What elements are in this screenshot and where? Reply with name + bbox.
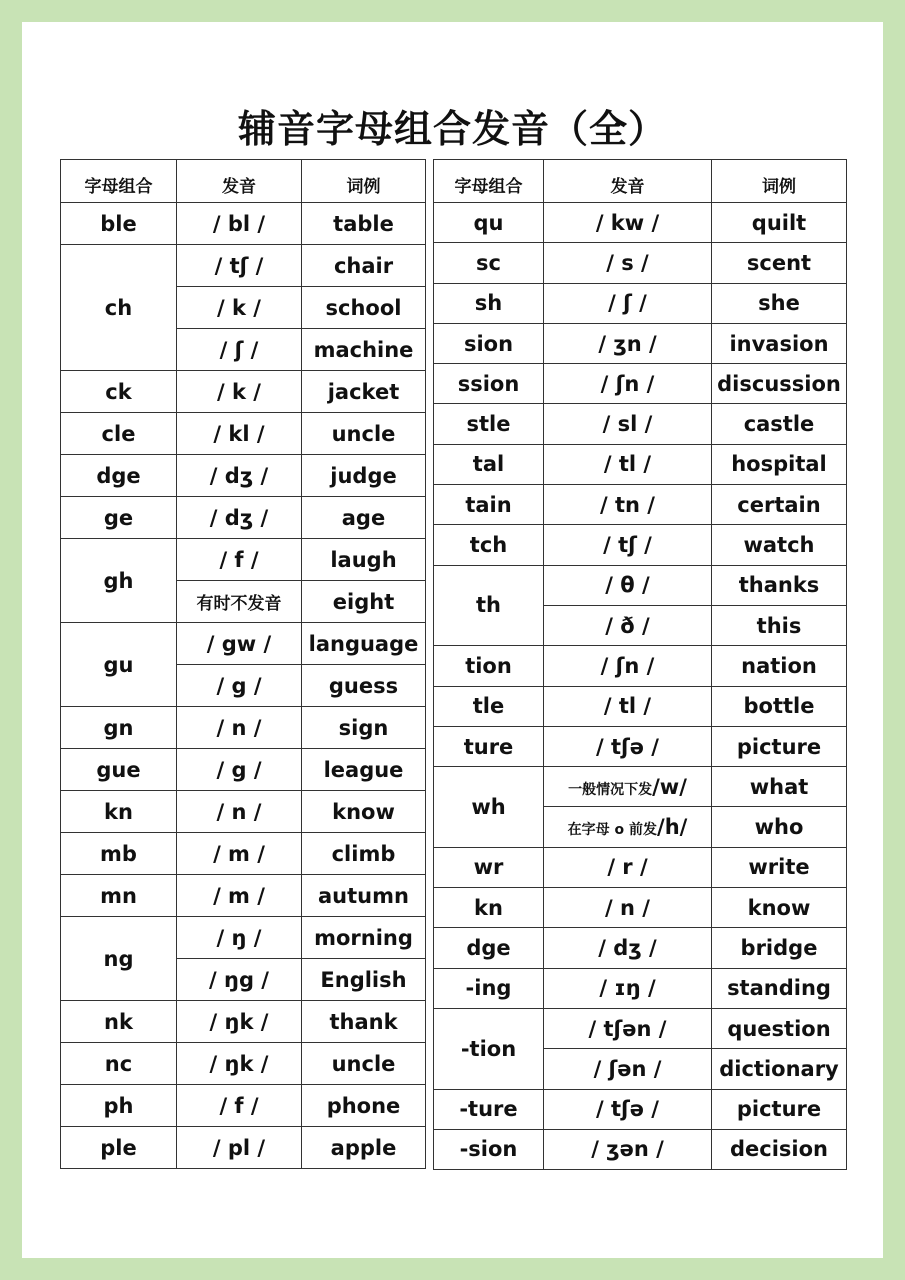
table-row [434,485,847,525]
example-word-cell: decision [712,1129,847,1169]
table-row [434,444,847,484]
example-word-cell: hospital [712,444,847,484]
pronunciation-cell: / ʒən / [544,1129,712,1169]
letter-combo-cell: cle [61,413,177,455]
table-row [434,323,847,363]
table-row [434,283,847,323]
letter-combo-cell: -ing [434,968,544,1008]
example-word-cell: what [712,767,847,807]
pronunciation-cell: / ʃ / [544,283,712,323]
letter-combo-cell: tion [434,646,544,686]
table-header-row [434,160,847,203]
letter-combo-cell: gh [61,539,177,623]
letter-combo-cell: gu [61,623,177,707]
example-word-cell: this [712,605,847,645]
table-row [61,707,426,749]
example-word-cell: write [712,847,847,887]
pronunciation-cell: / ŋg / [177,959,302,1001]
example-word-cell: apple [302,1127,426,1169]
example-word-cell: question [712,1008,847,1048]
letter-combo-cell: mb [61,833,177,875]
example-word-cell: quilt [712,203,847,243]
right-phonics-table [433,159,847,1170]
pronunciation-cell: / tl / [544,444,712,484]
pronunciation-cell: / ʒn / [544,323,712,363]
table-row [61,833,426,875]
pronunciation-cell: / m / [177,875,302,917]
letter-combo-cell: qu [434,203,544,243]
table-row [61,203,426,245]
example-word-cell: bottle [712,686,847,726]
example-word-cell: bridge [712,928,847,968]
letter-combo-cell: sion [434,323,544,363]
table-row [61,245,426,287]
table-row [434,364,847,404]
example-word-cell: phone [302,1085,426,1127]
table-row [61,917,426,959]
example-word-cell: morning [302,917,426,959]
pronunciation-cell: / m / [177,833,302,875]
example-word-cell: know [712,888,847,928]
example-word-cell: autumn [302,875,426,917]
table-row [61,1085,426,1127]
example-word-cell: machine [302,329,426,371]
letter-combo-cell: stle [434,404,544,444]
pronunciation-cell: / f / [177,539,302,581]
pronunciation-cell: / f / [177,1085,302,1127]
pronunciation-cell: / ʃən / [544,1049,712,1089]
pronunciation-cell: / sl / [544,404,712,444]
letter-combo-cell: dge [61,455,177,497]
example-word-cell: she [712,283,847,323]
pronunciation-cell: 有时不发音 [177,581,302,623]
table-row [61,749,426,791]
table-row [434,1129,847,1169]
letter-combo-cell: gue [61,749,177,791]
example-word-cell: invasion [712,323,847,363]
example-word-cell: scent [712,243,847,283]
pronunciation-cell: / ŋ / [177,917,302,959]
letter-combo-cell: wr [434,847,544,887]
example-word-cell: sign [302,707,426,749]
table-row [61,413,426,455]
pronunciation-cell: / tl / [544,686,712,726]
pronunciation-cell: / k / [177,287,302,329]
table-header-row [61,160,426,203]
letter-combo-cell: ssion [434,364,544,404]
letter-combo-cell: ple [61,1127,177,1169]
letter-combo-cell: gn [61,707,177,749]
example-word-cell: league [302,749,426,791]
example-word-cell: castle [712,404,847,444]
table-row [434,1008,847,1048]
pronunciation-cell: / tʃən / [544,1008,712,1048]
pronunciation-cell: / n / [177,791,302,833]
pronunciation-cell: / ŋk / [177,1043,302,1085]
example-word-cell: nation [712,646,847,686]
pronunciation-cell: / ʃn / [544,646,712,686]
letter-combo-cell: dge [434,928,544,968]
pronunciation-cell: / tʃ / [544,525,712,565]
letter-combo-cell: ture [434,726,544,766]
pronunciation-cell: / ð / [544,605,712,645]
example-word-cell: who [712,807,847,847]
letter-combo-cell: nk [61,1001,177,1043]
table-row [434,968,847,1008]
header-pronunciation: 发音 [177,160,302,203]
table-row [434,928,847,968]
letter-combo-cell: -sion [434,1129,544,1169]
pronunciation-cell: / tʃ / [177,245,302,287]
letter-combo-cell: wh [434,767,544,848]
table-row [434,726,847,766]
letter-combo-cell: ch [61,245,177,371]
table-row [434,888,847,928]
example-word-cell: uncle [302,413,426,455]
letter-combo-cell: kn [434,888,544,928]
pronunciation-cell: / dʒ / [177,455,302,497]
letter-combo-cell: sc [434,243,544,283]
example-word-cell: climb [302,833,426,875]
pronunciation-cell: / dʒ / [177,497,302,539]
pronunciation-cell: / dʒ / [544,928,712,968]
table-row [434,646,847,686]
example-word-cell: judge [302,455,426,497]
letter-combo-cell: -tion [434,1008,544,1089]
table-row [434,847,847,887]
example-word-cell: eight [302,581,426,623]
letter-combo-cell: ph [61,1085,177,1127]
pronunciation-cell: / pl / [177,1127,302,1169]
letter-combo-cell: ck [61,371,177,413]
pronunciation-cell: / s / [544,243,712,283]
example-word-cell: jacket [302,371,426,413]
letter-combo-cell: th [434,565,544,646]
header-example: 词例 [302,160,426,203]
pronunciation-cell: / g / [177,749,302,791]
example-word-cell: discussion [712,364,847,404]
pronunciation-cell [544,807,712,847]
letter-combo-cell: ge [61,497,177,539]
pronunciation-note: 在字母 o 前发 [567,822,658,839]
table-row [434,243,847,283]
table-row [61,623,426,665]
pronunciation-cell: / kl / [177,413,302,455]
table-row [434,203,847,243]
table-row [61,539,426,581]
pronunciation-cell: / tn / [544,485,712,525]
example-word-cell: standing [712,968,847,1008]
table-row [434,767,847,807]
table-row [61,497,426,539]
table-row [61,371,426,413]
letter-combo-cell: mn [61,875,177,917]
table-row [61,791,426,833]
pronunciation-cell: / ɪŋ / [544,968,712,1008]
table-row [61,455,426,497]
phonetic-symbol: /h/ [657,815,688,840]
pronunciation-cell: / tʃə / [544,726,712,766]
example-word-cell: guess [302,665,426,707]
letter-combo-cell: -ture [434,1089,544,1129]
pronunciation-cell: / tʃə / [544,1089,712,1129]
example-word-cell: watch [712,525,847,565]
example-word-cell: certain [712,485,847,525]
pronunciation-cell: / r / [544,847,712,887]
letter-combo-cell: kn [61,791,177,833]
example-word-cell: picture [712,726,847,766]
pronunciation-cell: / n / [544,888,712,928]
example-word-cell: English [302,959,426,1001]
table-row [61,1043,426,1085]
example-word-cell: laugh [302,539,426,581]
pronunciation-cell: / g / [177,665,302,707]
example-word-cell: age [302,497,426,539]
pronunciation-note: 一般情况下发 [568,781,653,798]
table-row [434,565,847,605]
letter-combo-cell: tle [434,686,544,726]
table-row [434,1089,847,1129]
table-row [434,525,847,565]
letter-combo-cell: ng [61,917,177,1001]
page-title: 辅音字母组合发音（全） [237,107,667,151]
letter-combo-cell: ble [61,203,177,245]
pronunciation-cell: / bl / [177,203,302,245]
letter-combo-cell: tal [434,444,544,484]
left-phonics-table [60,159,426,1169]
example-word-cell: language [302,623,426,665]
phonetic-symbol: /w/ [652,774,687,799]
example-word-cell: dictionary [712,1049,847,1089]
pronunciation-cell: / θ / [544,565,712,605]
header-combo: 字母组合 [434,160,544,203]
pronunciation-cell: / ʃ / [177,329,302,371]
pronunciation-cell: / ʃn / [544,364,712,404]
pronunciation-cell [544,767,712,807]
table-row [61,1127,426,1169]
letter-combo-cell: tain [434,485,544,525]
header-example: 词例 [712,160,847,203]
table-row [61,1001,426,1043]
pronunciation-cell: / gw / [177,623,302,665]
example-word-cell: thank [302,1001,426,1043]
example-word-cell: chair [302,245,426,287]
pronunciation-cell: / kw / [544,203,712,243]
pronunciation-cell: / k / [177,371,302,413]
table-row [61,875,426,917]
example-word-cell: thanks [712,565,847,605]
header-combo: 字母组合 [61,160,177,203]
example-word-cell: school [302,287,426,329]
letter-combo-cell: sh [434,283,544,323]
table-row [434,686,847,726]
letter-combo-cell: nc [61,1043,177,1085]
example-word-cell: know [302,791,426,833]
pronunciation-cell: / n / [177,707,302,749]
example-word-cell: table [302,203,426,245]
pronunciation-cell: / ŋk / [177,1001,302,1043]
example-word-cell: picture [712,1089,847,1129]
example-word-cell: uncle [302,1043,426,1085]
table-row [434,404,847,444]
letter-combo-cell: tch [434,525,544,565]
header-pronunciation: 发音 [544,160,712,203]
